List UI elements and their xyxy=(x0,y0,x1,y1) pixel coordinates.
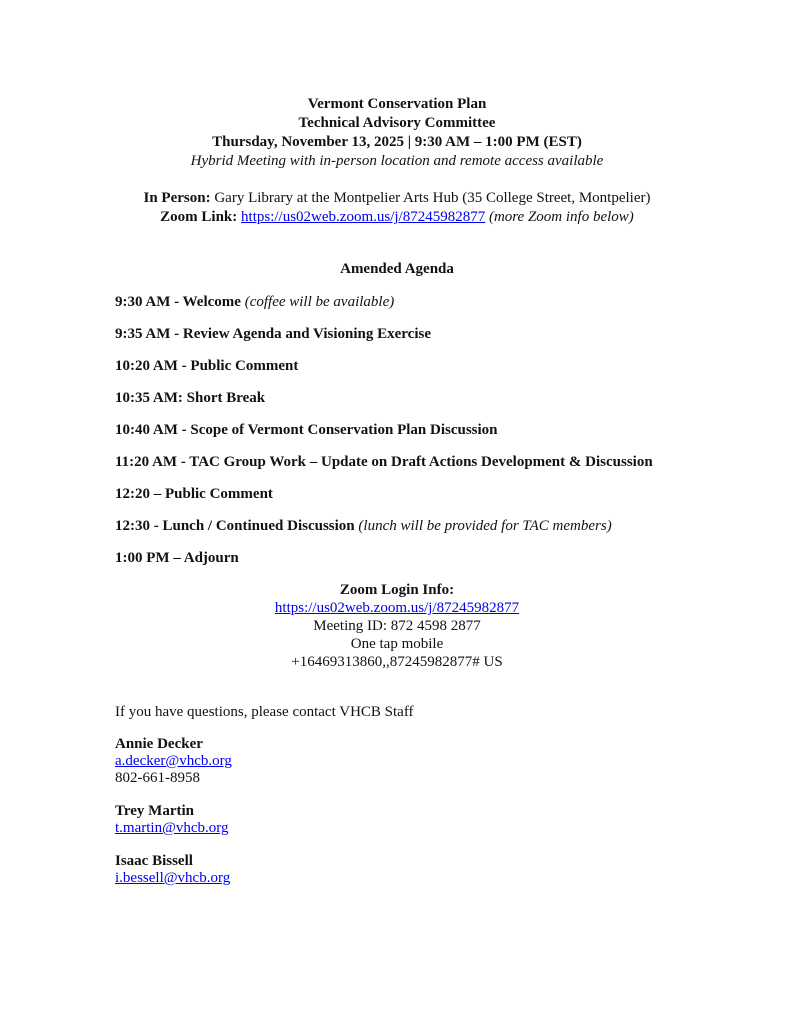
zoom-link-label: Zoom Link: xyxy=(160,209,242,225)
contact-name: Trey Martin xyxy=(115,803,195,819)
zoom-login-url-line xyxy=(115,599,679,617)
contact-person xyxy=(115,803,679,837)
contact-intro: If you have questions, please contact VHCB Staff xyxy=(115,704,414,720)
doc-title-line1: Vermont Conservation Plan xyxy=(307,96,487,112)
agenda-item-text: 11:20 AM - TAC Group Work – Update on Draft Actions Development & Discussion xyxy=(115,454,653,470)
agenda-item-text: 12:20 – Public Comment xyxy=(115,486,273,502)
agenda-item-text: 10:40 AM - Scope of Vermont Conservation Plan Discussion xyxy=(115,422,498,438)
agenda-item xyxy=(115,453,679,471)
agenda-item xyxy=(115,357,679,375)
agenda-item-note: (lunch will be provided for TAC members) xyxy=(354,518,612,534)
zoom-link-line xyxy=(115,208,679,227)
agenda-heading: Amended Agenda xyxy=(340,261,454,277)
one-tap-number: +16469313860,,87245982877# US xyxy=(291,654,503,670)
agenda-item-text: 1:00 PM – Adjourn xyxy=(115,550,239,566)
in-person-text: Gary Library at the Montpelier Arts Hub (35 College Street, Montpelier) xyxy=(214,190,651,206)
contact-email-link[interactable]: a.decker@vhcb.org xyxy=(115,753,232,769)
doc-date-line: Thursday, November 13, 2025 | 9:30 AM – 1:00 PM (EST) xyxy=(212,134,582,150)
contact-email-line xyxy=(115,820,679,837)
contact-email-link[interactable]: i.bessell@vhcb.org xyxy=(115,870,231,886)
location-block xyxy=(115,189,679,227)
agenda-item xyxy=(115,293,679,311)
agenda-item-text: 10:35 AM: Short Break xyxy=(115,390,266,406)
one-tap-label: One tap mobile xyxy=(350,636,444,652)
contact-name: Annie Decker xyxy=(115,736,203,752)
contact-name: Isaac Bissell xyxy=(115,853,193,869)
contact-person xyxy=(115,736,679,787)
contact-email-line xyxy=(115,870,679,887)
in-person-label: In Person: xyxy=(143,190,215,206)
agenda-item-note: (coffee will be available) xyxy=(240,294,395,310)
document-header xyxy=(115,95,679,171)
zoom-link-note: (more Zoom info below) xyxy=(485,209,634,225)
agenda-item-text: 9:35 AM - Review Agenda and Visioning Exercise xyxy=(115,326,431,342)
zoom-meeting-id: Meeting ID: 872 4598 2877 xyxy=(313,618,481,634)
agenda-list xyxy=(115,293,679,567)
zoom-login-block xyxy=(115,581,679,671)
in-person-line xyxy=(115,189,679,208)
zoom-login-link[interactable]: https://us02web.zoom.us/j/87245982877 xyxy=(274,600,520,616)
contact-phone: 802-661-8958 xyxy=(115,770,200,786)
agenda-item-text: 9:30 AM - Welcome xyxy=(115,294,241,310)
agenda-item-text: 12:30 - Lunch / Continued Discussion xyxy=(115,518,355,534)
agenda-item xyxy=(115,389,679,407)
contact-person xyxy=(115,853,679,887)
agenda-item-text: 10:20 AM - Public Comment xyxy=(115,358,299,374)
zoom-login-heading: Zoom Login Info: xyxy=(339,582,455,598)
contact-email-link[interactable]: t.martin@vhcb.org xyxy=(115,820,229,836)
zoom-meeting-link[interactable]: https://us02web.zoom.us/j/87245982877 xyxy=(241,209,486,225)
agenda-item xyxy=(115,485,679,503)
doc-subtitle: Hybrid Meeting with in-person location and remote access available xyxy=(190,153,604,169)
agenda-item xyxy=(115,421,679,439)
agenda-item xyxy=(115,325,679,343)
agenda-item xyxy=(115,517,679,535)
agenda-item xyxy=(115,549,679,567)
contact-email-line xyxy=(115,753,679,770)
doc-title-line2: Technical Advisory Committee xyxy=(298,115,496,131)
